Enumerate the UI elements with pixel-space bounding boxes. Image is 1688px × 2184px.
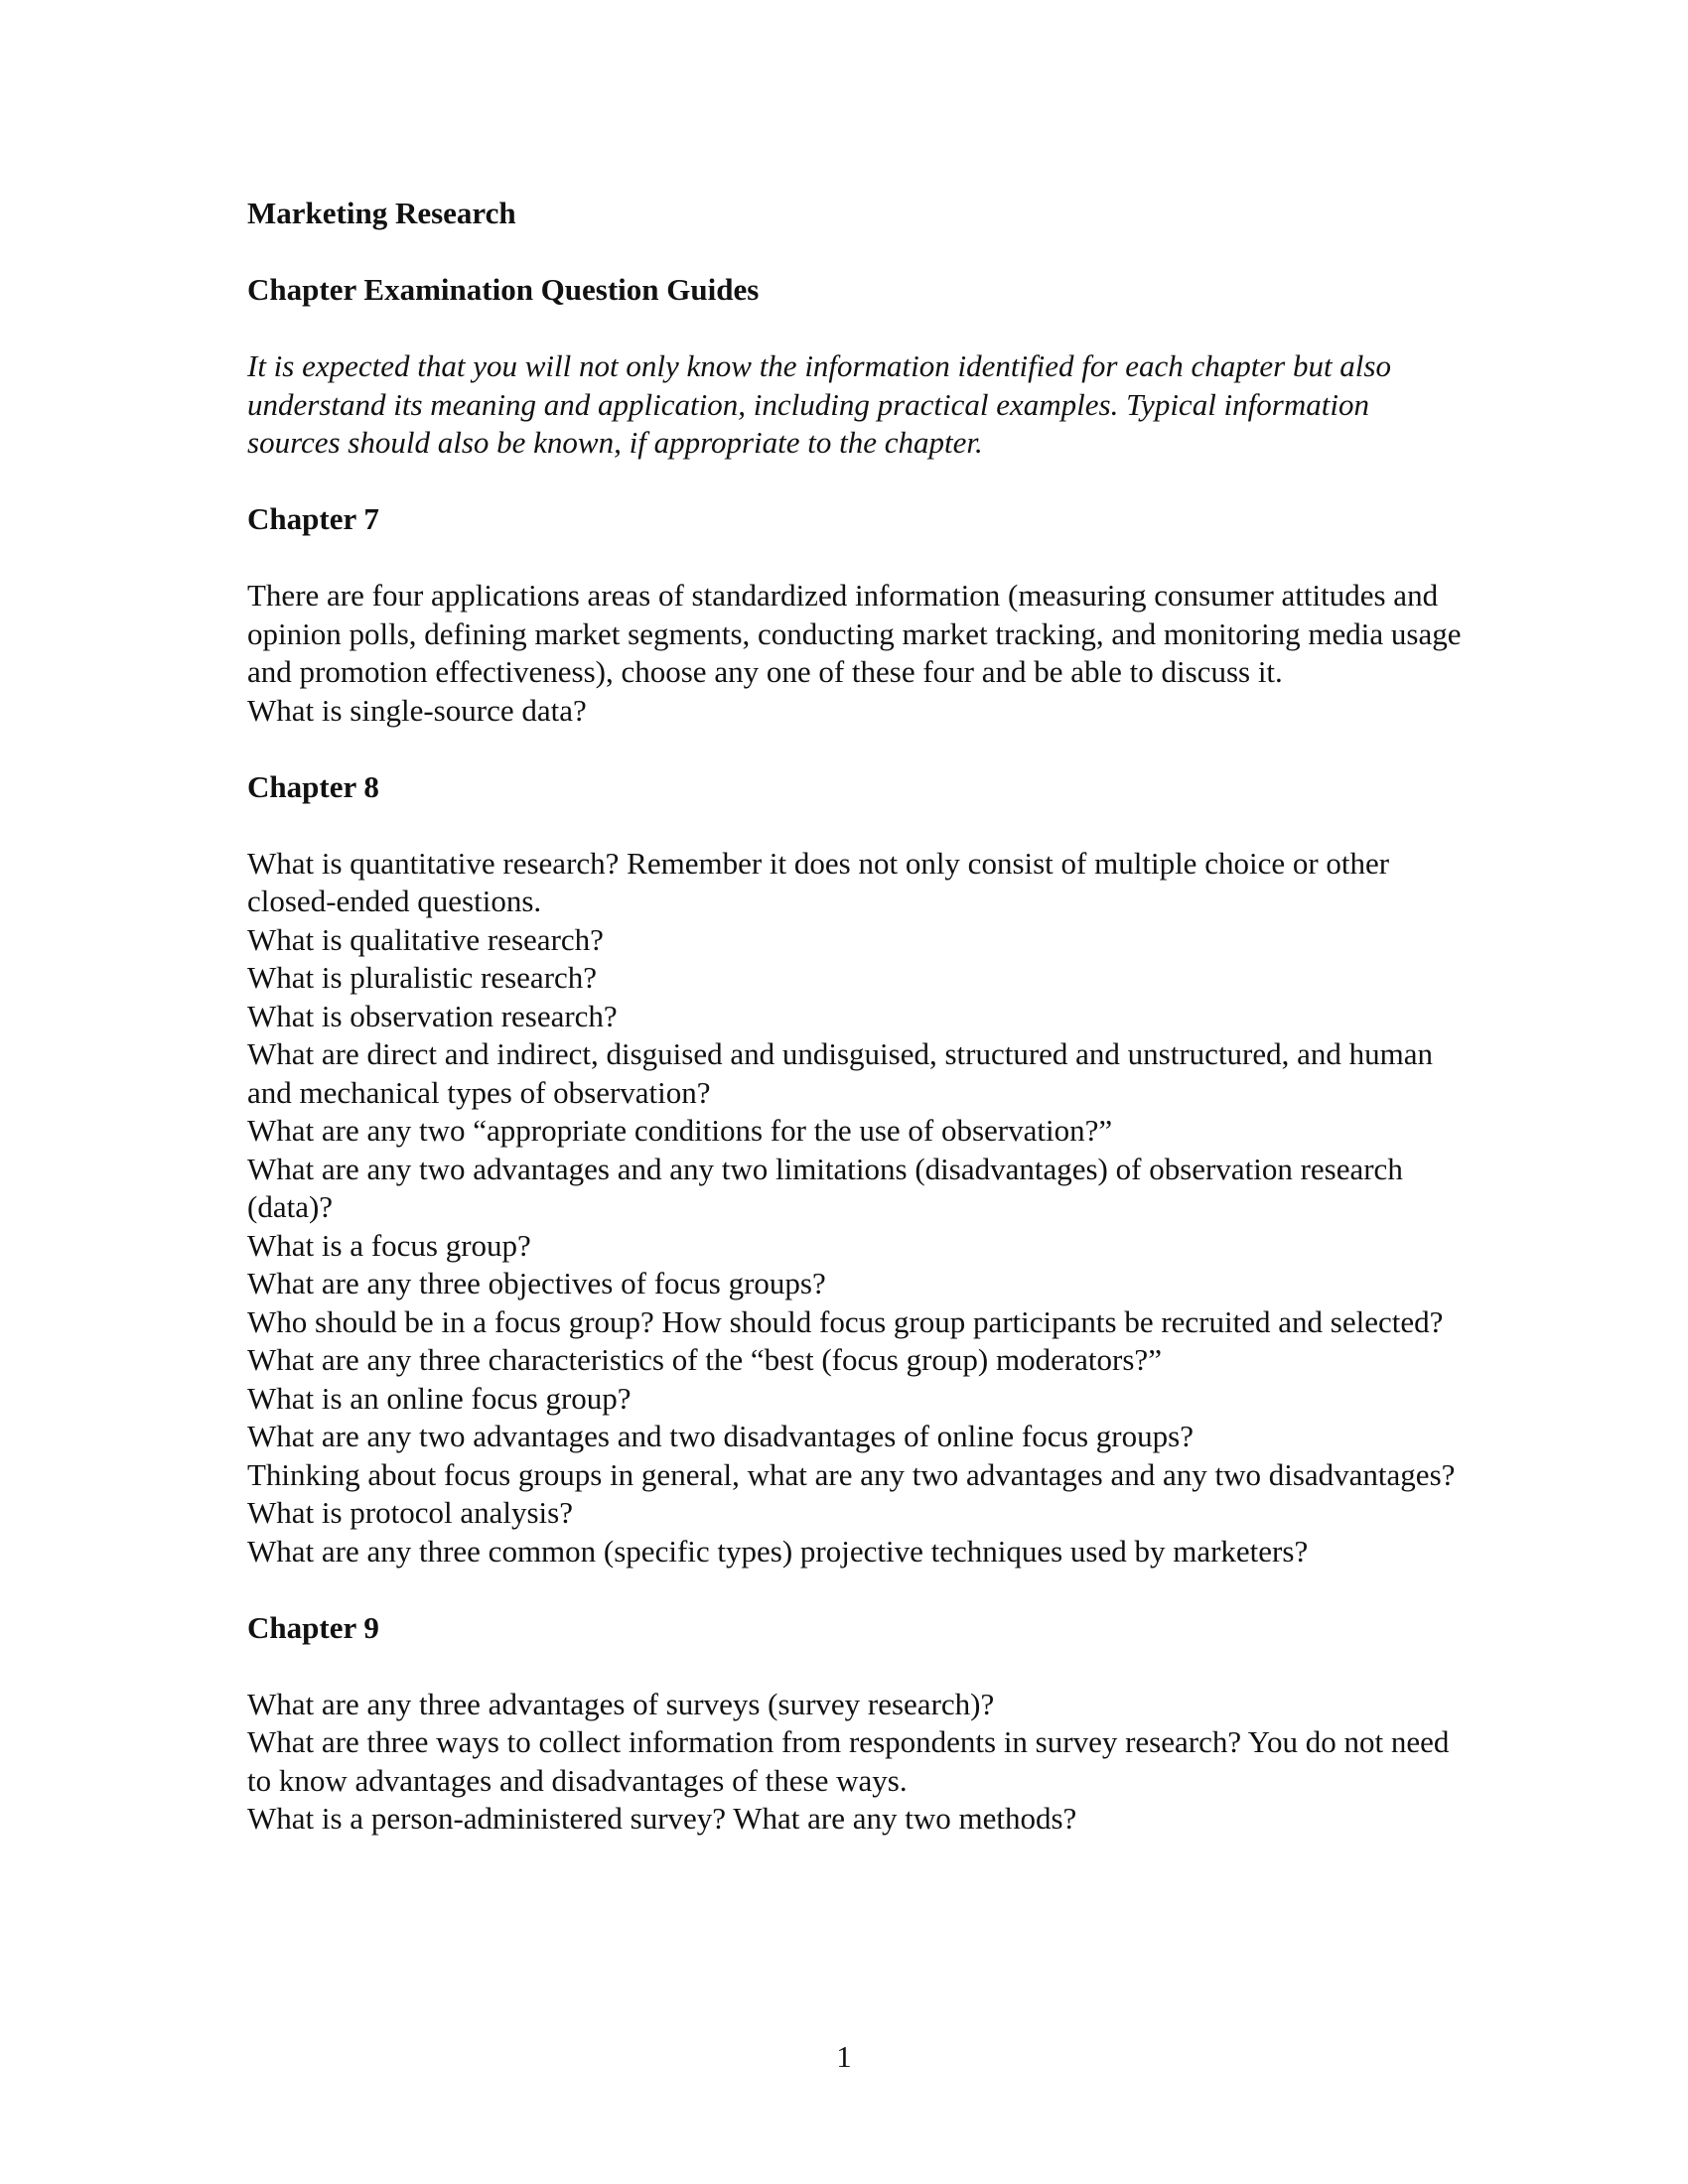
question-line: What are any three common (specific types) projective techniques used by marketers? bbox=[247, 1533, 1309, 1569]
spacer bbox=[247, 539, 1469, 578]
question-line: What is qualitative research? bbox=[247, 921, 604, 957]
question-line: What is protocol analysis? bbox=[247, 1495, 573, 1530]
spacer bbox=[247, 1647, 1469, 1686]
spacer bbox=[247, 806, 1469, 845]
spacer bbox=[247, 233, 1469, 272]
page-number: 1 bbox=[836, 2039, 852, 2074]
question-line: Who should be in a focus group? How should focus group participants be recruited and selected? bbox=[247, 1303, 1444, 1339]
chapter-8-section bbox=[247, 768, 1469, 1571]
document-subtitle: Chapter Examination Question Guides bbox=[247, 272, 760, 307]
question-line: What are direct and indirect, disguised and undisguised, structured and unstructured, and human and mechanical types of observation? bbox=[247, 1036, 1434, 1110]
spacer bbox=[247, 1570, 1469, 1609]
question-line: What are three ways to collect information from respondents in survey research? You do not need to know advantages and disadvantages of these ways. bbox=[247, 1724, 1450, 1798]
chapter-9-section bbox=[247, 1609, 1469, 1839]
chapter-heading: Chapter 9 bbox=[247, 1609, 379, 1645]
chapter-heading: Chapter 7 bbox=[247, 501, 379, 536]
question-line: What are any three advantages of surveys (survey research)? bbox=[247, 1686, 995, 1721]
question-line: What is an online focus group? bbox=[247, 1380, 632, 1416]
question-line: What is quantitative research? Remember it does not only consist of multiple choice or other closed-ended questions. bbox=[247, 845, 1390, 918]
document-title: Marketing Research bbox=[247, 196, 516, 230]
spacer bbox=[247, 730, 1469, 768]
question-line: What are any two “appropriate conditions for the use of observation?” bbox=[247, 1113, 1113, 1148]
intro-paragraph: It is expected that you will not only know the information identified for each chapter but also understand its meaning and application, including practical examples. Typical information sources should also be known, if appropriate to the chapter. bbox=[247, 348, 1391, 460]
spacer bbox=[247, 463, 1469, 501]
question-line: What is single-source data? bbox=[247, 692, 587, 728]
chapter-7-section bbox=[247, 500, 1469, 730]
question-line: What are any three characteristics of the “best (focus group) moderators?” bbox=[247, 1342, 1162, 1377]
question-line: What is pluralistic research? bbox=[247, 960, 598, 995]
question-line: What is a person-administered survey? What are any two methods? bbox=[247, 1801, 1077, 1836]
question-line: What are any three objectives of focus groups? bbox=[247, 1266, 826, 1300]
question-line: Thinking about focus groups in general, what are any two advantages and any two disadvantages? bbox=[247, 1456, 1456, 1492]
question-line: There are four applications areas of standardized information (measuring consumer attitudes and opinion polls, defining market segments, conducting market tracking, and monitoring media usage and promotion effectiveness), choose any one of these four and be able to discuss it. bbox=[247, 578, 1462, 689]
question-line: What is a focus group? bbox=[247, 1227, 531, 1263]
chapter-heading: Chapter 8 bbox=[247, 768, 379, 804]
question-line: What is observation research? bbox=[247, 998, 618, 1033]
question-line: What are any two advantages and any two limitations (disadvantages) of observation research (data)? bbox=[247, 1151, 1403, 1224]
question-line: What are any two advantages and two disadvantages of online focus groups? bbox=[247, 1419, 1194, 1453]
spacer bbox=[247, 310, 1469, 348]
document-page bbox=[247, 195, 1469, 1839]
